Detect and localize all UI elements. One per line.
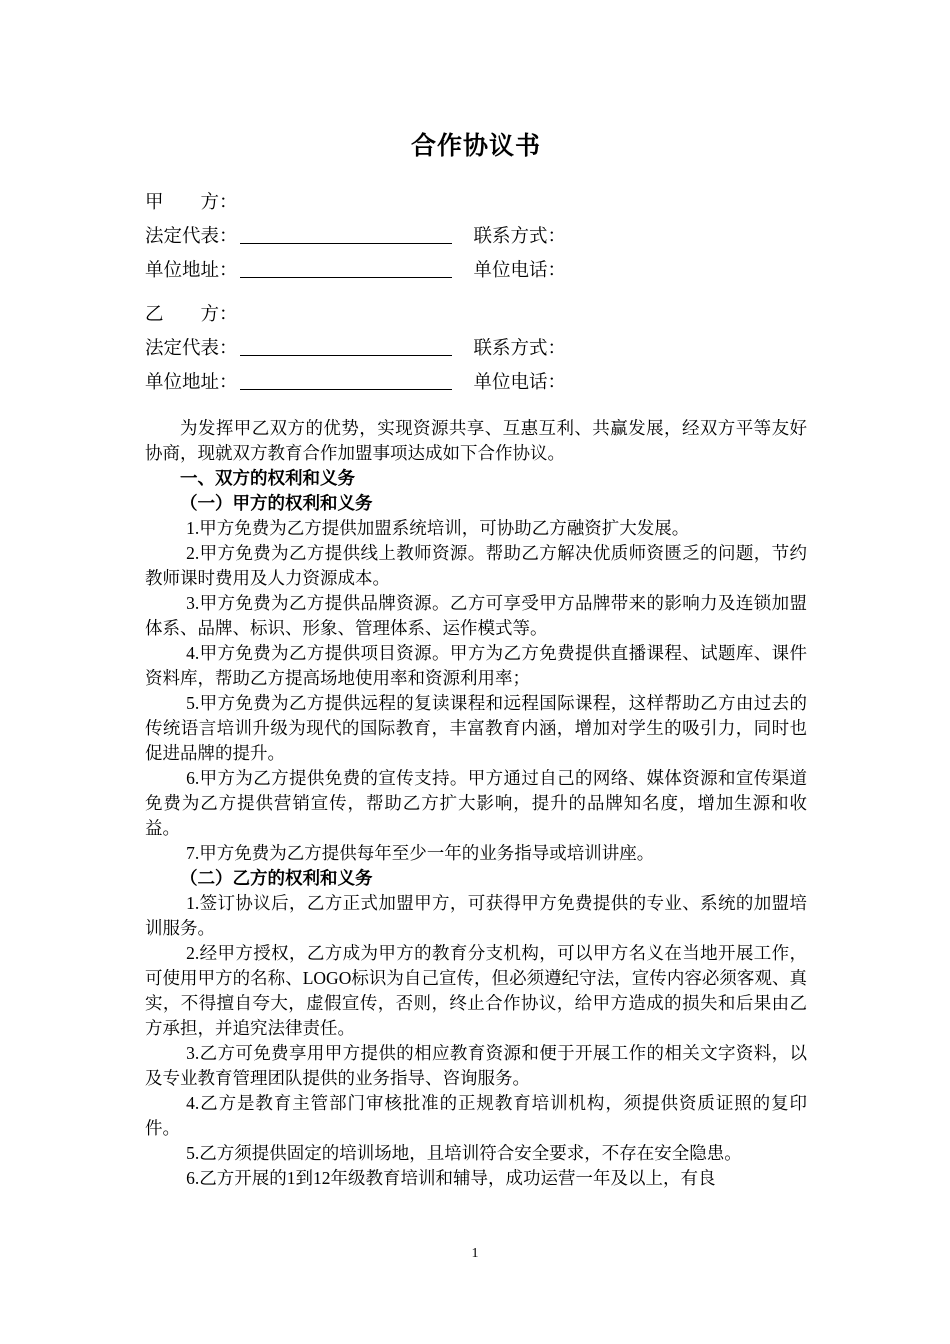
party-a-address-row [145,260,807,282]
party-a-name-row [145,192,807,214]
paragraph: 5.甲方免费为乙方提供远程的复读课程和远程国际课程，这样帮助乙方由过去的传统语言培训升级为现代的国际教育，丰富教育内涵，增加对学生的吸引力，同时也促进品牌的提升。 [145,693,807,763]
party-b-address-row [145,372,807,394]
party-a-label: 甲 方： [145,193,238,213]
blank-underline [240,341,452,356]
phone-label: 单位电话： [473,373,567,393]
party-a-block [145,192,807,282]
phone-label: 单位电话： [473,261,567,281]
paragraph: 2.经甲方授权，乙方成为甲方的教育分支机构，可以甲方名义在当地开展工作，可使用甲方的名称、LOGO标识为自己宣传，但必须遵纪守法，宣传内容必须客观、真实，不得擅自夸大，虚假宣传，否则，终止合作协议，给甲方造成的损失和后果由乙方承担，并追究法律责任。 [145,943,807,1038]
subsection-heading: （二）乙方的权利和义务 [180,868,373,888]
party-b-label: 乙 方： [145,305,238,325]
paragraph: 3.甲方免费为乙方提供品牌资源。乙方可享受甲方品牌带来的影响力及连锁加盟体系、品牌、标识、形象、管理体系、运作模式等。 [145,593,807,638]
paragraph: 4.乙方是教育主管部门审核批准的正规教育培训机构，须提供资质证照的复印件。 [145,1093,807,1138]
address-label: 单位地址： [145,373,238,393]
paragraph: 6.乙方开展的1到12年级教育培训和辅导，成功运营一年及以上，有良 [186,1168,716,1188]
party-b-legal-rep-row [145,338,807,360]
paragraph: 5.乙方须提供固定的培训场地，且培训符合安全要求，不存在安全隐患。 [186,1143,742,1163]
intro-paragraph: 为发挥甲乙双方的优势，实现资源共享、互惠互利、共赢发展，经双方平等友好协商，现就双方教育合作加盟事项达成如下合作协议。 [145,418,807,463]
section-heading: 一、双方的权利和义务 [180,468,355,488]
blank-underline [240,263,452,278]
subsection-heading: （一）甲方的权利和义务 [180,493,373,513]
party-b-name-row [145,304,807,326]
document-body [145,416,807,1191]
document-title: 合作协议书 [410,133,541,160]
page-number: 1 [471,1246,479,1261]
paragraph: 1.甲方免费为乙方提供加盟系统培训，可协助乙方融资扩大发展。 [186,518,690,538]
paragraph: 4.甲方免费为乙方提供项目资源。甲方为乙方免费提供直播课程、试题库、课件资料库，帮助乙方提高场地使用率和资源利用率； [145,643,807,688]
paragraph: 7.甲方免费为乙方提供每年至少一年的业务指导或培训讲座。 [186,843,655,863]
party-b-block [145,304,807,394]
legal-rep-label: 法定代表： [145,227,238,247]
contact-label: 联系方式： [473,227,567,247]
address-label: 单位地址： [145,261,238,281]
party-a-legal-rep-row [145,226,807,248]
paragraph: 2.甲方免费为乙方提供线上教师资源。帮助乙方解决优质师资匮乏的问题，节约教师课时费用及人力资源成本。 [145,543,807,588]
blank-underline [240,375,452,390]
blank-underline [240,229,452,244]
paragraph: 1.签订协议后，乙方正式加盟甲方，可获得甲方免费提供的专业、系统的加盟培训服务。 [145,893,807,938]
paragraph: 3.乙方可免费享用甲方提供的相应教育资源和便于开展工作的相关文字资料，以及专业教育管理团队提供的业务指导、咨询服务。 [145,1043,807,1088]
legal-rep-label: 法定代表： [145,339,238,359]
contact-label: 联系方式： [473,339,567,359]
paragraph: 6.甲方为乙方提供免费的宣传支持。甲方通过自己的网络、媒体资源和宣传渠道免费为乙方提供营销宣传，帮助乙方扩大影响，提升的品牌知名度，增加生源和收益。 [145,768,807,838]
